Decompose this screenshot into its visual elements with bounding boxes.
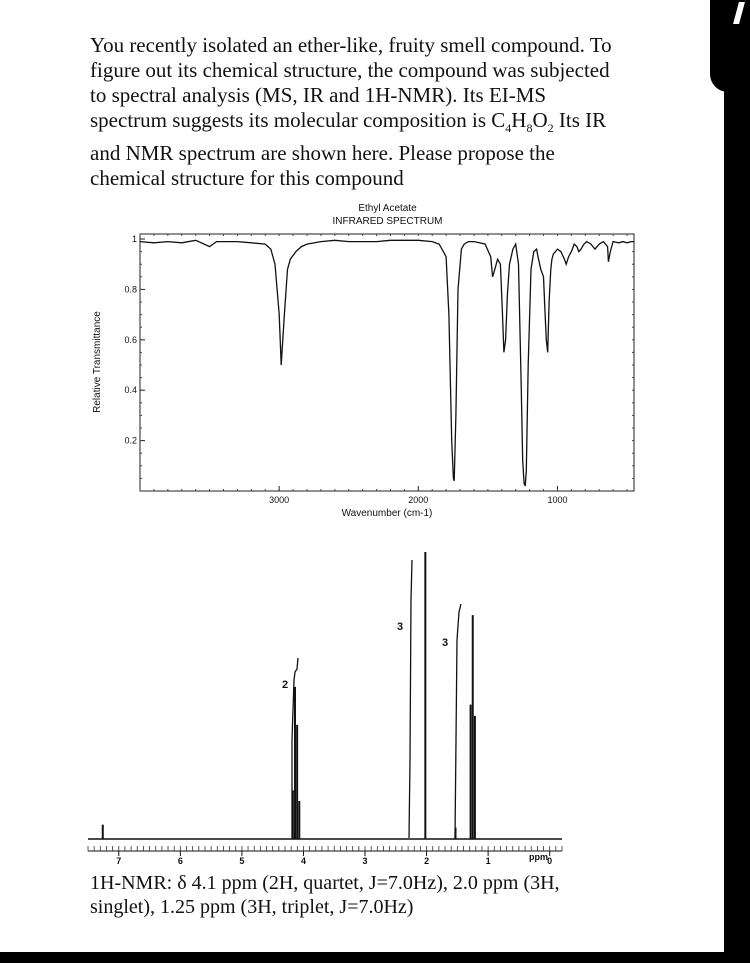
nmr-minor-ticks xyxy=(88,846,562,851)
ir-y-tick-label: 0.8 xyxy=(124,284,137,295)
nmr-peaks xyxy=(103,552,475,839)
ir-y-tick-label: 0.2 xyxy=(124,435,137,446)
nmr-x-tick-label: 3 xyxy=(362,856,368,866)
formula-sub-h: 8 xyxy=(526,121,533,136)
integral-label-quartet: 2 xyxy=(282,679,289,691)
ir-x-tick-label: 3000 xyxy=(269,495,290,505)
question-line-3: to spectral analysis (MS, IR and 1H-NMR). Its EI-MS xyxy=(90,83,547,107)
nmr-peak xyxy=(471,615,475,839)
ir-y-axis-label: Relative Transmittance xyxy=(92,311,103,413)
ir-chart-subtitle: INFRARED SPECTRUM xyxy=(332,216,443,227)
nmr-x-tick-label: 1 xyxy=(485,856,491,866)
nmr-caption-line-1: 1H-NMR: δ 4.1 ppm (2H, quartet, J=7.0Hz), 2.0 ppm (3H, xyxy=(90,872,560,894)
nmr-unit-label: ppm xyxy=(529,852,548,862)
nmr-peak xyxy=(293,687,299,839)
formula-sub-o: 2 xyxy=(547,121,554,136)
integral-label-singlet: 3 xyxy=(397,621,404,633)
nmr-x-tick-label: 4 xyxy=(300,856,306,866)
formula-h: H xyxy=(511,108,527,132)
nmr-caption xyxy=(90,871,710,919)
ir-chart-title: Ethyl Acetate xyxy=(358,203,417,214)
ir-x-axis-label: Wavenumber (cm-1) xyxy=(341,508,433,519)
ir-x-tick-label: 2000 xyxy=(408,495,429,505)
nmr-x-tick-label: 0 xyxy=(547,856,553,866)
question-line-2: figure out its chemical structure, the compound was subjected xyxy=(90,58,610,82)
formula-suffix: Its IR xyxy=(553,108,607,132)
integral-curve-singlet xyxy=(409,560,412,838)
nmr-caption-line-2: singlet), 1.25 ppm (3H, triplet, J=7.0Hz) xyxy=(90,896,414,918)
nmr-x-tick-label: 7 xyxy=(116,856,122,866)
nmr-integral-curves xyxy=(292,560,461,838)
question-line-6: chemical structure for this compound xyxy=(90,166,404,191)
ir-y-tick-label: 0.4 xyxy=(124,385,137,396)
ir-y-tick-label: 0.6 xyxy=(124,334,137,345)
ir-x-tick-label: 1000 xyxy=(547,495,568,505)
question-line-1: You recently isolated an ether-like, fruity smell compound. To xyxy=(90,33,612,57)
formula-prefix: spectrum suggests its molecular composition is C xyxy=(90,108,506,132)
ir-y-tick-label: 1 xyxy=(131,234,137,245)
formula-o: O xyxy=(532,108,548,132)
integral-curve-triplet xyxy=(455,604,461,838)
formula-sub-c: 4 xyxy=(505,121,512,136)
nmr-axis-ticks xyxy=(116,851,552,866)
nmr-x-tick-label: 5 xyxy=(239,856,245,866)
question-line-5: and NMR spectrum are shown here. Please propose the xyxy=(90,141,555,166)
nmr-x-tick-label: 2 xyxy=(424,856,430,866)
nmr-x-tick-label: 6 xyxy=(177,856,183,866)
integral-label-triplet: 3 xyxy=(442,637,449,649)
